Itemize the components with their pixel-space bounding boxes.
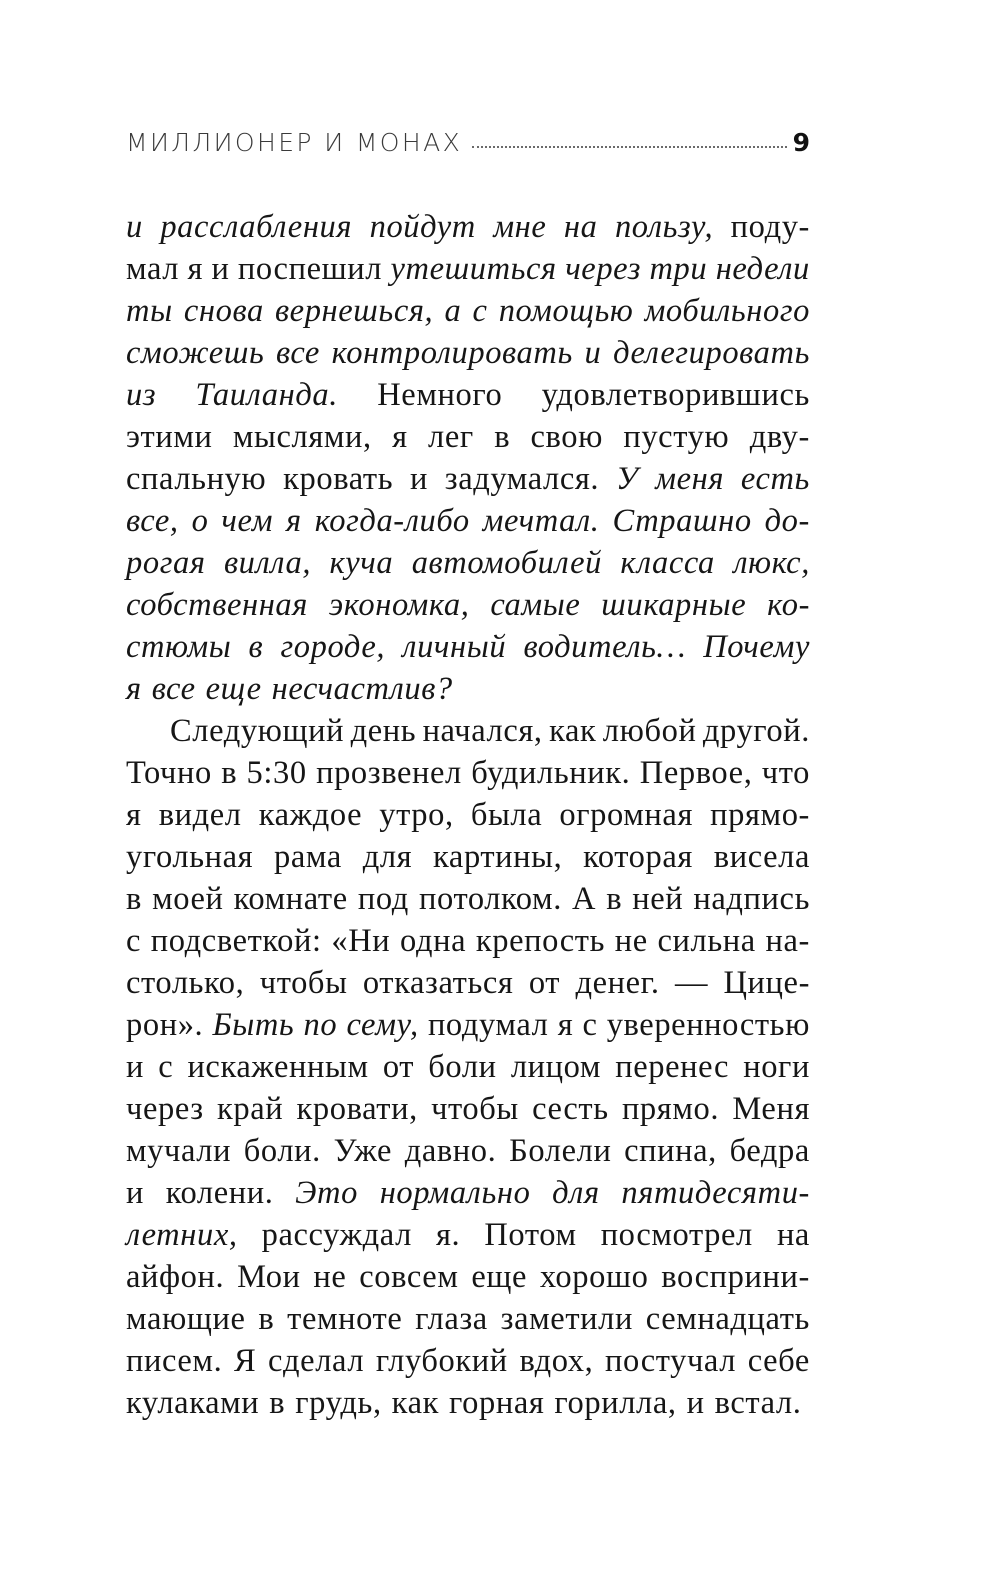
word: люкс, <box>733 545 810 581</box>
word: все, <box>126 503 179 539</box>
word: видел <box>158 797 242 833</box>
word: подумал <box>427 1007 549 1043</box>
word: хорошо <box>539 1259 649 1295</box>
word: экономка, <box>328 587 470 623</box>
word: я <box>126 797 142 833</box>
word: семнадцать <box>645 1301 810 1337</box>
word: в <box>494 419 511 455</box>
word: контролировать <box>331 335 573 371</box>
text-line <box>126 1172 810 1214</box>
text-line <box>126 1130 810 1172</box>
word: пустую <box>623 419 730 455</box>
word: как <box>549 713 597 749</box>
word: и <box>686 1385 705 1421</box>
word: восприни- <box>661 1259 810 1295</box>
word: автомобилей <box>411 545 602 581</box>
word: в <box>258 1301 275 1337</box>
word: Почему <box>703 629 810 665</box>
word: Немного <box>377 377 503 413</box>
word: задумался. <box>444 461 600 497</box>
word: городе, <box>280 629 386 665</box>
text-line <box>126 920 810 962</box>
text-line <box>126 752 810 794</box>
word: шикарные <box>601 587 747 623</box>
word: с <box>126 923 142 959</box>
word: каждое <box>258 797 363 833</box>
word: в <box>221 755 238 791</box>
word: как <box>391 1385 439 1421</box>
word: боли <box>428 1049 497 1085</box>
word: от <box>528 965 561 1001</box>
word: Цице- <box>723 965 810 1001</box>
word: подсветкой: <box>150 923 322 959</box>
word: «Ни <box>331 923 391 959</box>
word: была <box>470 797 543 833</box>
word: мобильного <box>644 293 810 329</box>
word: с <box>472 293 488 329</box>
word: боли. <box>243 1133 321 1169</box>
word: для <box>552 1175 600 1211</box>
word: лег <box>428 419 474 455</box>
word: перенес <box>615 1049 729 1085</box>
text-line <box>126 1004 810 1046</box>
word: еще <box>205 671 262 707</box>
word: прозвенел <box>316 755 462 791</box>
word: под <box>357 881 409 917</box>
word: снова <box>183 293 264 329</box>
word: рама <box>274 839 342 875</box>
word: на <box>563 209 598 245</box>
word: постучал <box>605 1343 737 1379</box>
word: Это <box>295 1175 358 1211</box>
word: о <box>191 503 209 539</box>
word: несчастлив? <box>271 671 453 707</box>
word: и <box>409 461 428 497</box>
word: спина, <box>624 1133 717 1169</box>
word: я <box>286 503 302 539</box>
word: глубокий <box>375 1343 508 1379</box>
word: колени. <box>165 1175 274 1211</box>
word: и <box>126 1175 144 1211</box>
word: в <box>126 881 142 917</box>
word: поду- <box>730 209 810 245</box>
text-line <box>126 584 810 626</box>
word: бедра <box>729 1133 810 1169</box>
word: посмотрел <box>600 1217 753 1253</box>
text-line <box>126 500 810 542</box>
word: денег. <box>575 965 660 1001</box>
word: А <box>572 881 597 917</box>
word: не <box>313 1259 347 1295</box>
word: меня <box>655 461 725 497</box>
word: поспешил <box>237 251 383 287</box>
word: из <box>126 377 157 413</box>
word: писем. <box>126 1343 223 1379</box>
word: Точно <box>126 755 212 791</box>
word: и <box>126 1049 144 1085</box>
word: и <box>211 251 230 287</box>
word: и <box>126 209 143 245</box>
text-line <box>126 248 810 290</box>
text-line <box>126 1340 810 1382</box>
word: сильна <box>657 923 756 959</box>
word: Следующий <box>170 713 345 749</box>
word: столько, <box>126 965 245 1001</box>
word: себе <box>747 1343 810 1379</box>
text-line <box>126 1046 810 1088</box>
word: чтобы <box>431 1091 519 1127</box>
word: рон». <box>126 1007 204 1043</box>
word: темноте <box>287 1301 403 1337</box>
word: вдох, <box>519 1343 594 1379</box>
word: нормально <box>379 1175 531 1211</box>
word: Быть <box>212 1007 295 1043</box>
word: моей <box>152 881 224 917</box>
word: край <box>216 1091 284 1127</box>
word: стюмы <box>126 629 232 665</box>
text-line <box>126 458 810 500</box>
word: лицом <box>510 1049 602 1085</box>
word: все <box>276 335 320 371</box>
word: мне <box>493 209 547 245</box>
word: через <box>565 251 642 287</box>
word: я. <box>435 1217 461 1253</box>
word: расслабления <box>160 209 353 245</box>
text-line <box>126 1256 810 1298</box>
word: день <box>350 713 417 749</box>
word: потолком. <box>419 881 562 917</box>
word: прямо- <box>710 797 810 833</box>
word: которая <box>583 839 693 875</box>
word: Меня <box>732 1091 810 1127</box>
word: — <box>675 965 709 1001</box>
text-line <box>126 836 810 878</box>
word: куча <box>329 545 394 581</box>
word: искаженным <box>187 1049 369 1085</box>
word: я <box>392 419 408 455</box>
word: кулаками <box>126 1385 260 1421</box>
word: огромная <box>559 797 694 833</box>
word: мыслями, <box>232 419 372 455</box>
word: горная <box>449 1385 545 1421</box>
word: мающие <box>126 1301 246 1337</box>
word: сесть <box>532 1091 609 1127</box>
word: пятидесяти- <box>621 1175 810 1211</box>
word: для <box>362 839 413 875</box>
word: Потом <box>484 1217 577 1253</box>
word: кровать <box>283 461 394 497</box>
word: вилла, <box>223 545 312 581</box>
word: рогая <box>126 545 206 581</box>
text-line <box>126 878 810 920</box>
text-line <box>126 794 810 836</box>
word: через <box>126 1091 204 1127</box>
word: с <box>582 1007 598 1043</box>
word: личный <box>402 629 507 665</box>
word: вернешься, <box>274 293 434 329</box>
word: Мои <box>237 1259 301 1295</box>
word: пойдут <box>369 209 476 245</box>
word: любой <box>602 713 697 749</box>
word: Я <box>234 1343 257 1379</box>
page-number: 9 <box>792 128 810 157</box>
word: все <box>151 671 196 707</box>
word: Страшно <box>612 503 752 539</box>
word: пользу, <box>614 209 714 245</box>
word: по <box>303 1007 338 1043</box>
word: кровати, <box>296 1091 418 1127</box>
word: до- <box>764 503 810 539</box>
word: есть <box>740 461 810 497</box>
dot-leader <box>472 146 786 148</box>
word: ней <box>632 881 684 917</box>
word: с <box>158 1049 174 1085</box>
word: свою <box>530 419 603 455</box>
word: отказаться <box>362 965 514 1001</box>
word: а <box>444 293 462 329</box>
word: сможешь <box>126 335 265 371</box>
word: делегировать <box>613 335 810 371</box>
word: начался, <box>422 713 543 749</box>
word: дву- <box>749 419 810 455</box>
word: на- <box>765 923 810 959</box>
text-line <box>126 332 810 374</box>
word: помощью <box>498 293 634 329</box>
word: картины, <box>433 839 563 875</box>
word: грудь, <box>295 1385 382 1421</box>
word: в <box>269 1385 286 1421</box>
word: надпись <box>693 881 810 917</box>
word: от <box>382 1049 415 1085</box>
text-line <box>126 290 810 332</box>
word: заметили <box>500 1301 633 1337</box>
word: глаза <box>415 1301 488 1337</box>
word: в <box>606 881 623 917</box>
word: давно. <box>404 1133 497 1169</box>
word: что <box>761 755 810 791</box>
word: сему, <box>346 1007 419 1043</box>
word: чем <box>221 503 274 539</box>
word: спальную <box>126 461 267 497</box>
text-line <box>126 374 810 416</box>
word: уверенностью <box>606 1007 810 1043</box>
word: комнате <box>233 881 348 917</box>
word: висела <box>713 839 810 875</box>
word: мучали <box>126 1133 232 1169</box>
word: я <box>557 1007 574 1043</box>
body-text <box>126 206 810 1424</box>
word: ноги <box>743 1049 810 1085</box>
word: крепость <box>475 923 606 959</box>
book-title-running-head: МИЛЛИОНЕР И МОНАХ <box>126 128 463 157</box>
word: в <box>248 629 264 665</box>
word: недели <box>715 251 810 287</box>
text-line <box>126 542 810 584</box>
word: когда-либо <box>314 503 470 539</box>
word: одна <box>400 923 467 959</box>
word: Таиланда. <box>195 377 338 413</box>
text-line <box>126 416 810 458</box>
word: совсем <box>359 1259 459 1295</box>
running-header <box>126 128 810 168</box>
text-line <box>126 626 810 668</box>
word: прямо. <box>621 1091 720 1127</box>
word: ты <box>126 293 173 329</box>
word: горилла, <box>554 1385 677 1421</box>
text-line <box>126 1298 810 1340</box>
word: Первое, <box>639 755 753 791</box>
text-line <box>126 710 810 752</box>
text-line <box>126 1382 810 1424</box>
word: ко- <box>767 587 810 623</box>
word: другой. <box>702 713 810 749</box>
word: я <box>187 251 204 287</box>
word: еще <box>471 1259 527 1295</box>
word: класса <box>620 545 715 581</box>
text-line <box>126 962 810 1004</box>
word: удовлетворившись <box>541 377 810 413</box>
word: рассуждал <box>261 1217 412 1253</box>
word: и <box>584 335 602 371</box>
word: три <box>649 251 708 287</box>
word: утешиться <box>390 251 557 287</box>
word: чтобы <box>259 965 348 1001</box>
word: будильник. <box>471 755 631 791</box>
text-line <box>126 1214 810 1256</box>
word: самые <box>490 587 581 623</box>
word: я <box>126 671 142 707</box>
word: на <box>776 1217 810 1253</box>
word: мечтал. <box>482 503 600 539</box>
word: У <box>615 461 639 497</box>
word: летних, <box>126 1217 238 1253</box>
word: Болели <box>509 1133 612 1169</box>
word: мал <box>126 251 180 287</box>
word: сделал <box>268 1343 365 1379</box>
word: этими <box>126 419 213 455</box>
word: утро, <box>379 797 454 833</box>
text-line <box>126 668 810 710</box>
word: не <box>614 923 648 959</box>
word: айфон. <box>126 1259 225 1295</box>
text-line <box>126 1088 810 1130</box>
word: встал. <box>714 1385 802 1421</box>
word: угольная <box>126 839 254 875</box>
word: Уже <box>333 1133 392 1169</box>
word: собственная <box>126 587 308 623</box>
word: 5:30 <box>246 755 307 791</box>
word: водитель… <box>523 629 686 665</box>
text-line <box>126 206 810 248</box>
